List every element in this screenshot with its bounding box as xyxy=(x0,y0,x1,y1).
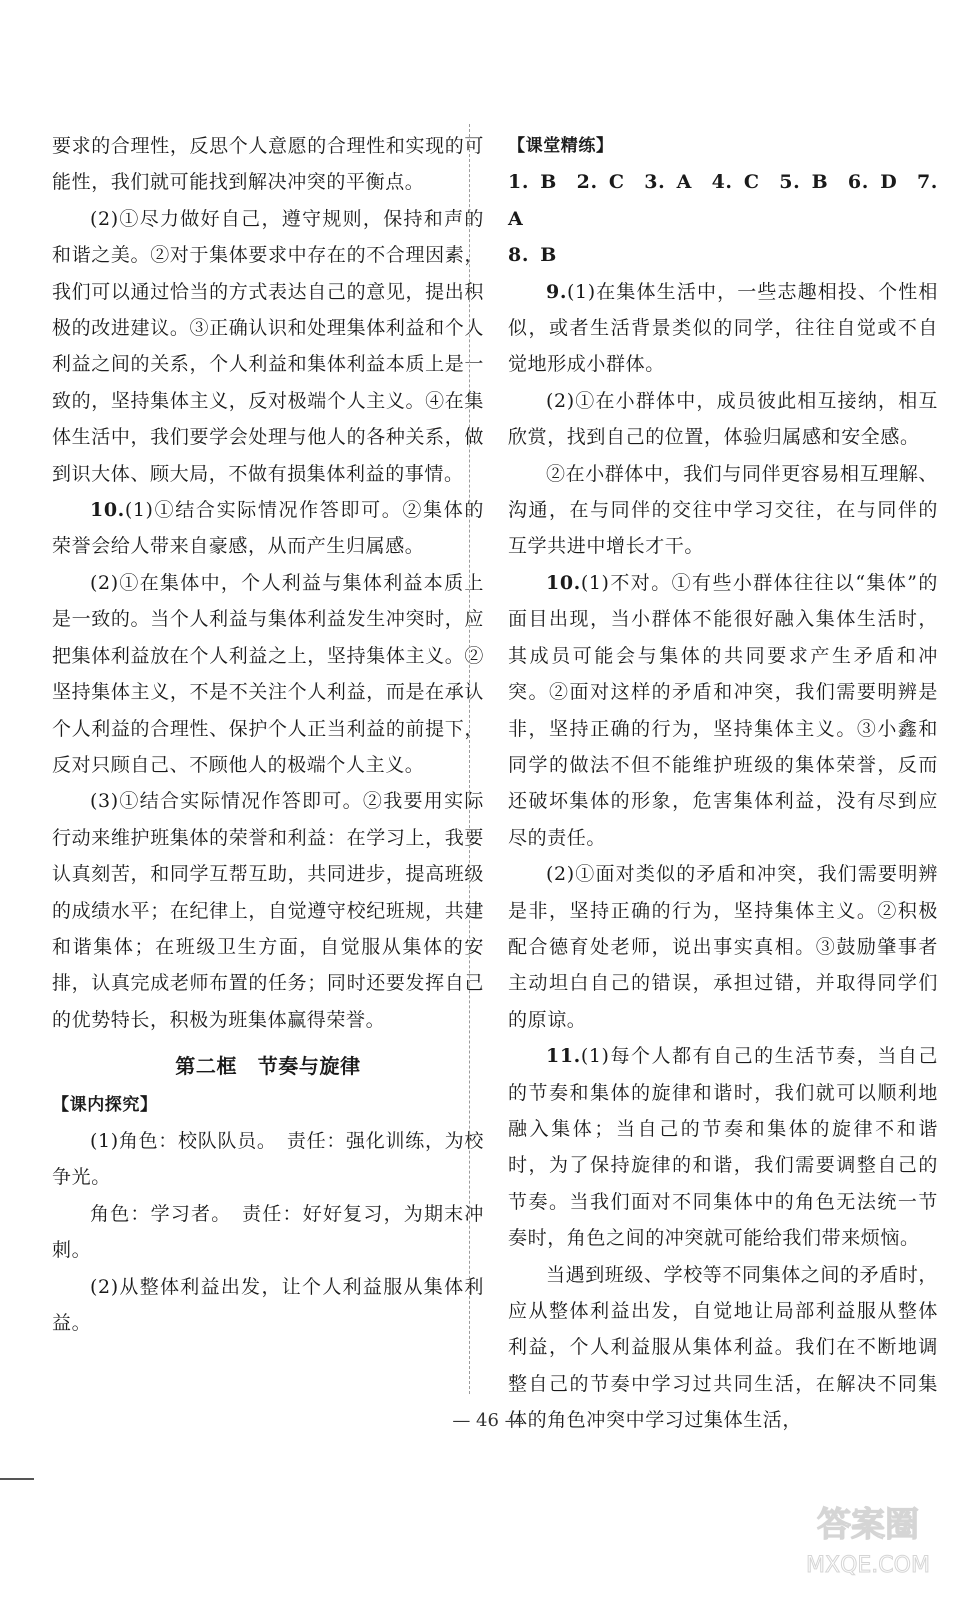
heading-explore: 【课内探究】 xyxy=(52,1094,158,1115)
answer-text: (1)每个人都有自己的生活节奏，当自己的节奏和集体的旋律和谐时，我们就可以顺利地融入集体；当自己的节奏和集体的旋律不和谐时，为了保持旋律的和谐，我们需要调整自己的节奏。当我们面对不同集体中的角色无法统一节奏时，角色之间的冲突就可能给我们带来烦恼。 xyxy=(508,1045,938,1250)
column-divider xyxy=(469,124,470,1394)
question-11 xyxy=(508,1038,938,1256)
answer-text: (1)不对。①有些小群体往往以“集体”的面目出现，当小群体不能很好融入集体生活时，其成员可能会与集体的共同要求产生矛盾和冲突。②面对这样的矛盾和冲突，我们需要明辨是非，坚持正确的行为，坚持集体主义。③小鑫和同学的做法不但不能维护班级的集体荣誉，反而还破坏集体的形象，危害集体利益，没有尽到应尽的责任。 xyxy=(508,571,938,849)
paragraph: 要求的合理性，反思个人意愿的合理性和实现的可能性，我们就可能找到解决冲突的平衡点。 xyxy=(52,135,484,194)
choice-answers: 1. B 2. C 3. A 4. C 5. B 6. D 7. A xyxy=(508,171,938,230)
heading-practice: 【课堂精练】 xyxy=(508,136,614,156)
question-10 xyxy=(508,565,938,856)
corner-rule xyxy=(0,1478,34,1480)
answer-text: (1)在集体生活中，一些志趣相投、个性相似，或者生活背景类似的同学，往往自觉或不自觉地形成小群体。 xyxy=(508,280,938,376)
paragraph: (1)角色：校队队员。 责任：强化训练，为校争光。 xyxy=(52,1129,484,1189)
choice-answers: 8. B xyxy=(508,244,557,267)
paragraph: (2)从整体利益出发，让个人利益服从集体利益。 xyxy=(52,1275,484,1334)
paragraph: (3)①结合实际情况作答即可。②我要用实际行动来维护班集体的荣誉和利益：在学习上，我要认真刻苦，和同学互帮互助，共同进步，提高班级的成绩水平；在纪律上，自觉遵守校纪班规，共建和谐集体；在班级卫生方面，自觉服从集体的安排，认真完成老师布置的任务；同时还要发挥自己的优势特长，积极为班集体赢得荣誉。 xyxy=(52,790,484,1031)
question-number: 9. xyxy=(546,280,568,303)
question-number: 10. xyxy=(546,571,581,594)
right-column xyxy=(508,128,938,1439)
paragraph: 角色：学习者。 责任：好好复习，为期末冲刺。 xyxy=(52,1202,484,1262)
answer-text: (1)①结合实际情况作答即可。②集体的荣誉会给人带来自豪感，从而产生归属感。 xyxy=(52,499,484,558)
section-title: 第二框 节奏与旋律 xyxy=(175,1054,361,1079)
paragraph: (2)①在集体中，个人利益与集体利益本质上是一致的。当个人利益与集体利益发生冲突时，应把集体利益放在个人利益之上，坚持集体主义。②坚持集体主义，不是不关注个人利益，而是在承认个人利益的合理性、保护个人正当利益的前提下，反对只顾自己、不顾他人的极端个人主义。 xyxy=(52,571,484,776)
paragraph: (2)①面对类似的矛盾和冲突，我们需要明辨是非，坚持正确的行为，坚持集体主义。②积极配合德育处老师，说出事实真相。③鼓励肇事者主动坦白自己的错误，承担过错，并取得同学们的原谅。 xyxy=(508,863,938,1031)
watermark-logo xyxy=(783,1496,953,1582)
question-number: 11. xyxy=(546,1045,581,1068)
left-column xyxy=(52,128,484,1341)
question-9 xyxy=(508,274,938,383)
question-number: 10. xyxy=(90,499,125,522)
paragraph: (2)①尽力做好自己，遵守规则，保持和声的和谐之美。②对于集体要求中存在的不合理因素，我们可以通过恰当的方式表达自己的意见，提出积极的改进建议。③正确认识和处理集体利益和个人利益之间的关系，个人利益和集体利益本质上是一致的，坚持集体主义，反对极端个人主义。④在集体生活中，我们要学会处理与他人的各种关系，做到识大体、顾大局，不做有损集体利益的事情。 xyxy=(52,207,484,485)
paragraph: 当遇到班级、学校等不同集体之间的矛盾时，应从整体利益出发，自觉地让局部利益服从整体利益，个人利益服从集体利益。我们在不断地调整自己的节奏中学习过共同生活，在解决不同集体的角色冲突中学习过集体生活， xyxy=(508,1263,939,1432)
watermark-site: MXQE.COM xyxy=(806,1553,930,1578)
page-number: — 46 — xyxy=(452,1410,523,1431)
paragraph: (2)①在小群体中，成员彼此相互接纳，相互欣赏，找到自己的位置，体验归属感和安全感。 xyxy=(508,389,938,449)
question-10 xyxy=(52,492,484,565)
paragraph: ②在小群体中，我们与同伴更容易相互理解、沟通，在与同伴的交往中学习交往，在与同伴的互学共进中增长才干。 xyxy=(508,462,939,558)
watermark-brand: 答案圈 xyxy=(817,1505,919,1545)
